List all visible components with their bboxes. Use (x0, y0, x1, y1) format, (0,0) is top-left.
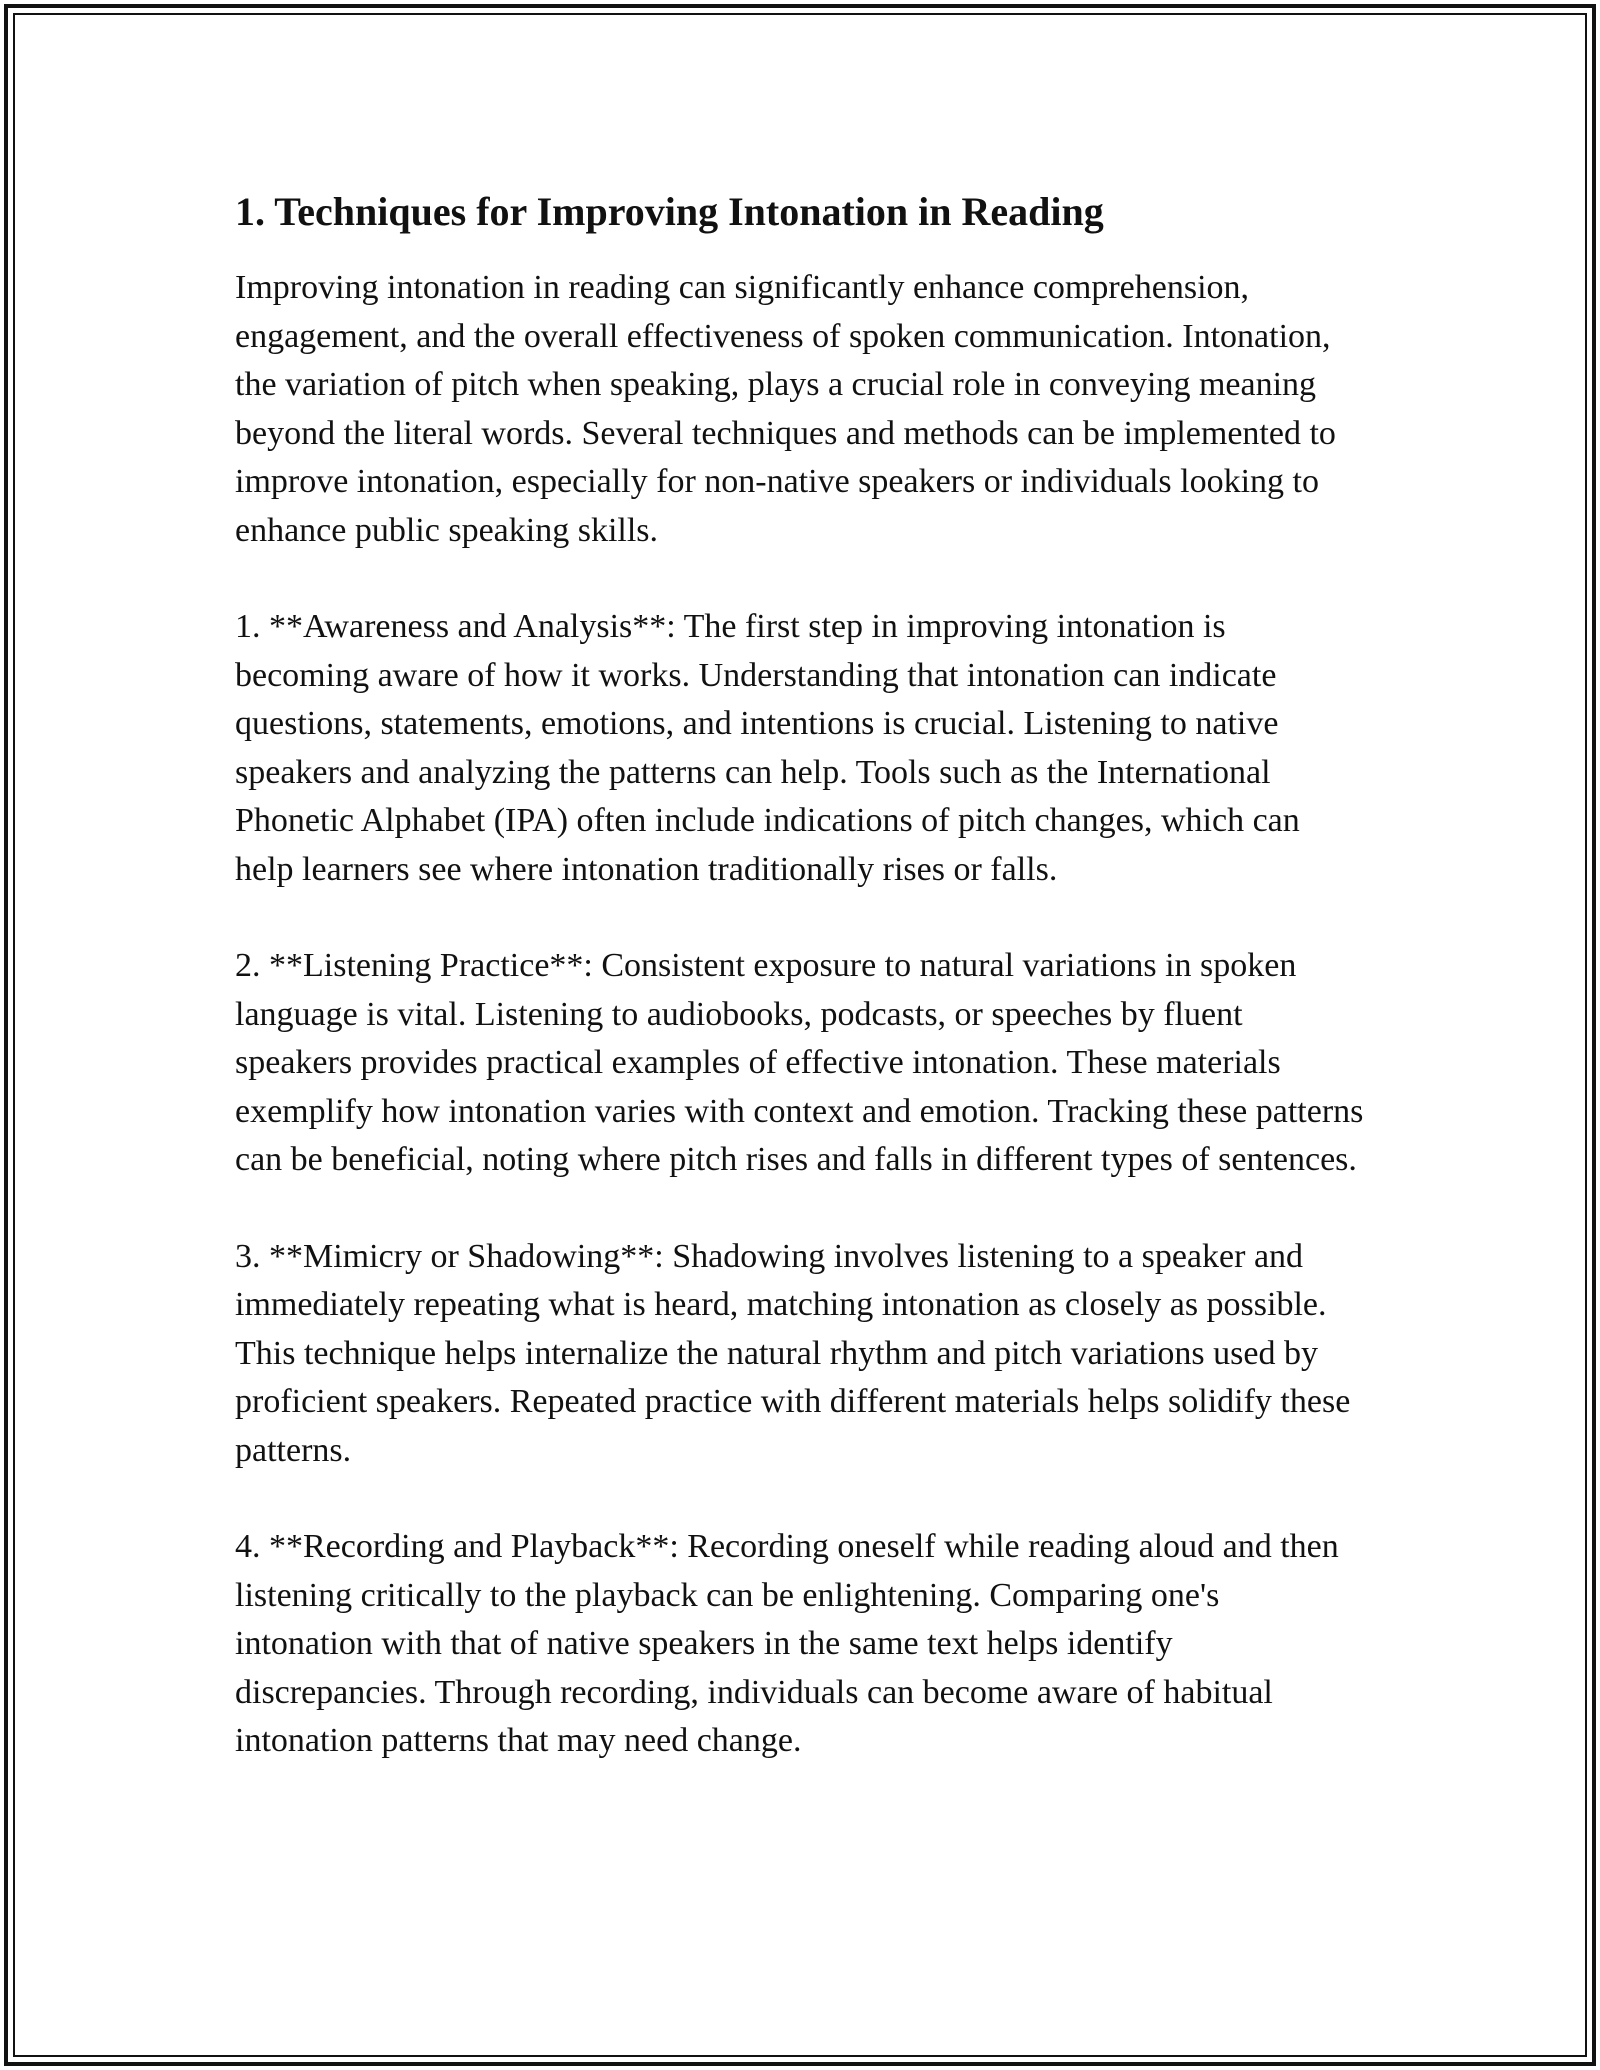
paragraph-listening-practice: 2. **Listening Practice**: Consistent exposure to natural variations in spoken language is vital. Listening to audiobooks, podcasts, or speeches by fluent speakers provides practical examples of effective intonation. These materials exemplify how intonation varies with context and emotion. Tracking these patterns can be beneficial, noting where pitch rises and falls in different types of sentences. (235, 947, 1364, 1178)
paragraph-mimicry-shadowing: 3. **Mimicry or Shadowing**: Shadowing involves listening to a speaker and immediately repeating what is heard, matching intonation as closely as possible. This technique helps internalize the natural rhythm and pitch variations used by proficient speakers. Repeated practice with different materials helps solidify these patterns. (235, 1237, 1351, 1469)
paragraph-recording-playback: 4. **Recording and Playback**: Recording oneself while reading aloud and then listening critically to the playback can be enlightening. Comparing one's intonation with that of native speakers in the same text helps identify discrepancies. Through recording, individuals can become aware of habitual intonation patterns that may need change. (235, 1528, 1339, 1759)
document-body (235, 186, 1365, 1814)
paragraph-awareness-analysis: 1. **Awareness and Analysis**: The first step in improving intonation is becoming aware of how it works. Understanding that intonation can indicate questions, statements, emotions, and intentions is crucial. Listening to native speakers and analyzing the patterns can help. Tools such as the International Phonetic Alphabet (IPA) often include indications of pitch changes, which can help learners see where intonation traditionally rises or falls. (235, 608, 1300, 888)
section-heading: 1. Techniques for Improving Intonation in Reading (235, 189, 1104, 234)
intro-paragraph: Improving intonation in reading can significantly enhance comprehension, engagement, and the overall effectiveness of spoken communication. Intonation, the variation of pitch when speaking, plays a crucial role in conveying meaning beyond the literal words. Several techniques and methods can be implemented to improve intonation, especially for non-native speakers or individuals looking to enhance public speaking skills. (235, 269, 1336, 549)
